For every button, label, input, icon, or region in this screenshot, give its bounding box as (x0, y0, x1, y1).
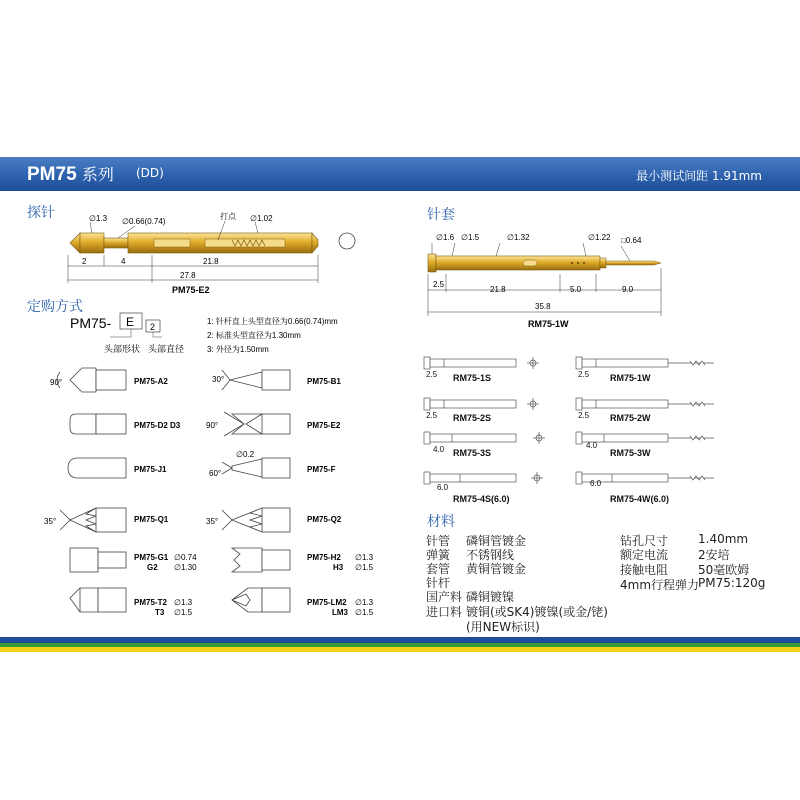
socket-dia4: ∅1.22 (588, 233, 611, 242)
head-t3-model: T3 (155, 608, 165, 617)
material-row-tube: 针管 (426, 534, 451, 548)
material-value-sleeve: 黄铜管镀金 (466, 562, 527, 576)
head-j1-shape (68, 458, 126, 478)
head-j1-model: PM75-J1 (134, 465, 167, 474)
probe-dia2: ∅0.66(0.74) (122, 217, 166, 226)
socket-4w-dim: 6.0 (590, 479, 602, 488)
socket-1s-dim: 2.5 (426, 370, 438, 379)
material-value-import: 镀铜(或SK4)镀镍(或金/铑) (466, 605, 608, 619)
stripe-yellow (0, 647, 800, 652)
material-value-spring: 不锈钢线 (466, 548, 515, 562)
spec-label-current: 额定电流 (620, 548, 669, 562)
material-row-plunger: 针杆 (426, 576, 451, 590)
head-h3-dia: ∅1.5 (355, 563, 374, 572)
head-q1-shape (60, 508, 126, 532)
head-q2-angle: 35° (206, 517, 219, 526)
spec-label-resistance: 接触电阻 (620, 563, 669, 577)
head-g1-dia: ∅0.74 (174, 553, 197, 562)
socket-len3: 5.0 (570, 285, 582, 294)
head-q1-model: PM75-Q1 (134, 515, 169, 524)
head-b1-shape (222, 370, 290, 390)
head-lm2-shape (232, 588, 290, 612)
socket-2s-shape (424, 398, 539, 410)
material-value-import-note: (用NEW标识) (466, 620, 540, 634)
material-row-spring: 弹簧 (426, 548, 451, 562)
label-head-shape: 头部形状 (104, 344, 141, 354)
spec-value-hole: 1.40mm (698, 532, 749, 546)
order-note-1: 1: 针杆直上头型直径为0.66(0.74)mm (207, 317, 338, 326)
probe-len1: 2 (82, 257, 87, 266)
socket-1w-model: RM75-1W (610, 373, 651, 383)
head-b1-angle: 30° (212, 375, 225, 384)
head-t2-model: PM75-T2 (134, 598, 167, 607)
head-d2-model: PM75-D2 D3 (134, 421, 181, 430)
head-f-shape (222, 458, 290, 478)
head-t2-dia: ∅1.3 (174, 598, 193, 607)
material-value-tube: 磷铜管镀金 (466, 534, 527, 548)
head-h3-model: H3 (333, 563, 344, 572)
socket-model: RM75-1W (528, 319, 569, 329)
probe-len3: 21.8 (203, 257, 219, 266)
head-g2-model: G2 (147, 563, 158, 572)
socket-4s-dim: 6.0 (437, 483, 449, 492)
order-code2: 2 (150, 322, 156, 332)
head-h2-dia: ∅1.3 (355, 553, 374, 562)
material-value-domestic: 磷铜镀镍 (466, 590, 515, 604)
head-q2-shape (222, 508, 290, 532)
spec-label-hole: 钻孔尺寸 (620, 534, 669, 548)
probe-total: 27.8 (180, 271, 196, 280)
probe-dia3: ∅1.02 (250, 214, 273, 223)
socket-2w-dim: 2.5 (578, 411, 590, 420)
socket-total: 35.8 (535, 302, 551, 311)
spec-label-force: 4mm行程弹力 (620, 578, 700, 592)
socket-2w-model: RM75-2W (610, 413, 651, 423)
socket-4w-model: RM75-4W(6.0) (610, 494, 670, 504)
section-order: 定购方式 (27, 299, 83, 315)
socket-2s-model: RM75-2S (453, 413, 492, 423)
socket-2w-shape (576, 398, 714, 410)
probe-dia1: ∅1.3 (89, 214, 108, 223)
head-lm2-dia: ∅1.3 (355, 598, 374, 607)
probe-len2: 4 (121, 257, 126, 266)
spec-value-resistance: 50毫欧姆 (698, 563, 750, 577)
probe-drawing (68, 221, 355, 283)
head-q2-model: PM75-Q2 (307, 515, 342, 524)
socket-len4: 9.0 (622, 285, 634, 294)
socket-1s-shape (424, 357, 539, 369)
head-h2-model: PM75-H2 (307, 553, 341, 562)
head-t2-shape (70, 588, 126, 612)
head-g1-shape (70, 548, 126, 572)
order-note-3: 3: 外径为1.50mm (207, 345, 269, 354)
socket-dia3: ∅1.32 (507, 233, 530, 242)
socket-1s-model: RM75-1S (453, 373, 492, 383)
head-lm3-model: LM3 (332, 608, 348, 617)
probe-mark: 打点 (220, 212, 236, 221)
head-b1-model: PM75-B1 (307, 377, 341, 386)
socket-2s-dim: 2.5 (426, 411, 438, 420)
order-code: E (126, 315, 135, 329)
head-f-model: PM75-F (307, 465, 336, 474)
section-material: 材料 (427, 514, 455, 530)
head-d2-shape (70, 414, 126, 434)
probe-model: PM75-E2 (172, 285, 210, 295)
socket-len2: 21.8 (490, 285, 506, 294)
socket-3s-model: RM75-3S (453, 448, 492, 458)
head-a2-angle: 90° (50, 378, 63, 387)
socket-3w-model: RM75-3W (610, 448, 651, 458)
socket-dia1: ∅1.6 (436, 233, 455, 242)
head-lm2-model: PM75-LM2 (307, 598, 347, 607)
label-head-dia: 头部直径 (148, 344, 185, 354)
head-e2-model: PM75-E2 (307, 421, 341, 430)
socket-dia5: □0.64 (621, 236, 642, 245)
socket-len1: 2.5 (433, 280, 445, 289)
head-g1-model: PM75-G1 (134, 553, 169, 562)
head-a2-model: PM75-A2 (134, 377, 168, 386)
head-g2-dia: ∅1.30 (174, 563, 197, 572)
head-f-dia: ∅0.2 (236, 450, 255, 459)
socket-3w-dim: 4.0 (586, 441, 598, 450)
socket-3s-dim: 4.0 (433, 445, 445, 454)
head-e2-angle: 90° (206, 421, 219, 430)
socket-3s-shape (424, 432, 545, 444)
min-pitch: 最小测试间距 1.91mm (636, 169, 762, 183)
spec-value-current: 2安培 (698, 548, 730, 562)
socket-4s-model: RM75-4S(6.0) (453, 494, 510, 504)
head-h2-shape (232, 548, 290, 572)
head-t3-dia: ∅1.5 (174, 608, 193, 617)
section-probe: 探针 (27, 205, 55, 221)
head-lm3-dia: ∅1.5 (355, 608, 374, 617)
order-prefix: PM75- (70, 315, 112, 331)
material-row-sleeve: 套管 (426, 562, 451, 576)
socket-1w-shape (576, 357, 714, 369)
material-row-domestic: 国产料 (426, 590, 463, 604)
section-socket: 针套 (427, 207, 455, 223)
series-title: PM75 系列 (27, 164, 114, 185)
order-note-2: 2: 标准头型直径为1.30mm (207, 331, 301, 340)
head-f-angle: 60° (209, 469, 222, 478)
head-a2-shape (57, 368, 126, 392)
socket-dia2: ∅1.5 (461, 233, 480, 242)
head-q1-angle: 35° (44, 517, 57, 526)
socket-1w-dim: 2.5 (578, 370, 590, 379)
material-row-import: 进口料 (426, 605, 463, 619)
head-e2-shape (224, 412, 290, 436)
series-subtitle: (DD) (136, 166, 164, 180)
spec-value-force: PM75:120g (698, 576, 766, 590)
